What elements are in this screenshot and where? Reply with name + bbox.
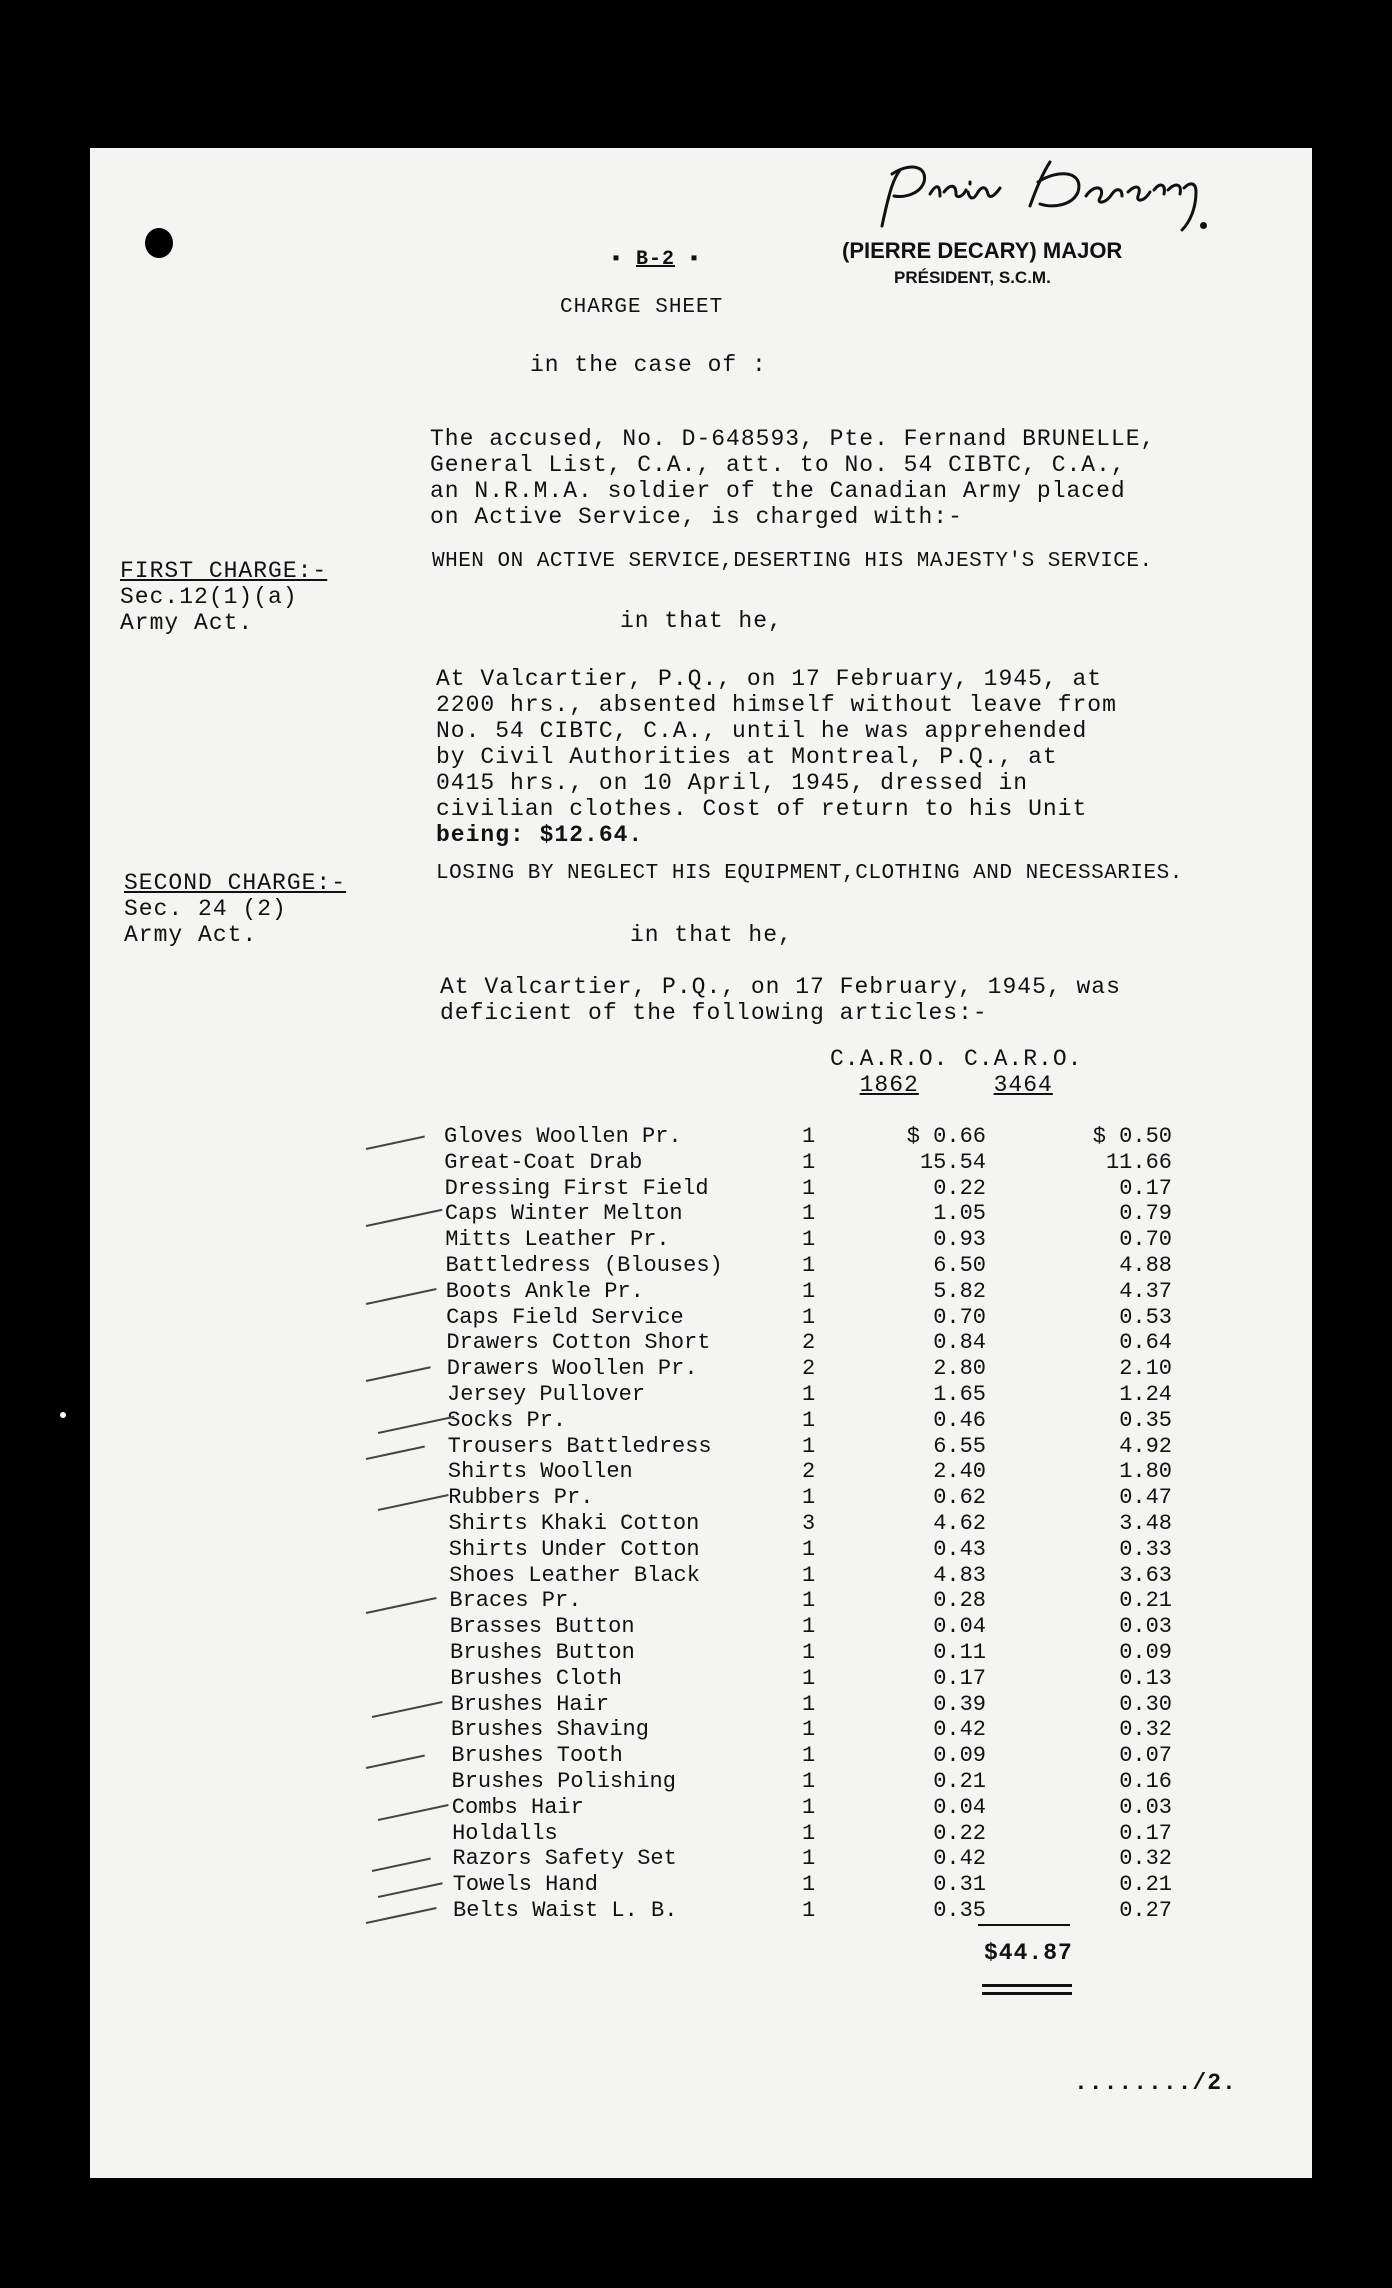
article-row <box>90 1795 1312 1821</box>
article-cost-3464: 0.35 <box>1119 1407 1172 1433</box>
column-header-1862 <box>830 1046 948 1098</box>
article-row <box>90 1201 1312 1227</box>
article-cost-1862: 0.17 <box>933 1665 986 1691</box>
article-quantity: 1 <box>802 1846 816 1872</box>
article-cost-1862: 2.80 <box>933 1356 986 1382</box>
article-quantity: 1 <box>802 1201 816 1227</box>
article-cost-3464: 1.80 <box>1119 1459 1172 1485</box>
article-row <box>90 1485 1312 1511</box>
article-cost-3464: 4.37 <box>1119 1278 1172 1304</box>
article-name: Mitts Leather Pr. <box>445 1227 670 1253</box>
article-quantity: 1 <box>802 1253 816 1278</box>
article-cost-1862: 0.42 <box>933 1717 986 1743</box>
particulars-line: by Civil Authorities at Montreal, P.Q., at <box>436 744 1058 770</box>
article-name: Jersey Pullover <box>447 1382 646 1407</box>
article-cost-1862: 15.54 <box>919 1149 986 1175</box>
article-cost-3464: 1.24 <box>1119 1382 1172 1407</box>
article-name: Brushes Polishing <box>451 1769 676 1794</box>
article-row <box>90 1459 1312 1485</box>
article-row <box>90 1769 1312 1795</box>
article-cost-1862: 2.40 <box>933 1459 986 1485</box>
article-quantity: 1 <box>802 1769 816 1794</box>
article-name: Shirts Under Cotton <box>448 1536 700 1562</box>
article-row <box>90 1563 1312 1589</box>
article-quantity: 1 <box>802 1691 816 1717</box>
article-row <box>90 1227 1312 1253</box>
article-quantity: 1 <box>802 1175 816 1201</box>
article-cost-1862: 0.35 <box>933 1898 986 1923</box>
article-quantity: 1 <box>802 1872 816 1898</box>
article-row <box>90 1305 1312 1331</box>
article-quantity: 2 <box>802 1459 816 1485</box>
article-cost-3464: 4.88 <box>1119 1253 1172 1278</box>
article-name: Belts Waist L. B. <box>453 1898 678 1923</box>
article-cost-3464: 4.92 <box>1119 1433 1172 1459</box>
second-charge-section: Sec. 24 (2) <box>124 896 287 922</box>
article-row <box>90 1150 1312 1176</box>
article-name: Great-Coat Drab <box>444 1149 643 1175</box>
ink-dot <box>1200 222 1207 229</box>
article-quantity: 1 <box>802 1382 816 1407</box>
accused-line: General List, C.A., att. to No. 54 CIBTC, C.A., <box>430 452 1126 478</box>
article-name: Shoes Leather Black <box>449 1562 700 1588</box>
article-name: Drawers Woollen Pr. <box>446 1356 698 1382</box>
article-cost-1862: 6.55 <box>933 1433 986 1459</box>
article-cost-1862: 0.04 <box>933 1614 986 1640</box>
article-cost-3464: 0.32 <box>1119 1717 1172 1743</box>
particulars-line: No. 54 CIBTC, C.A., until he was apprehended <box>436 718 1088 744</box>
total-double-rule-bottom <box>982 1992 1072 1995</box>
article-name: Caps Winter Melton <box>444 1201 683 1227</box>
article-cost-1862: 0.39 <box>933 1691 986 1717</box>
article-row <box>90 1176 1312 1202</box>
punch-hole <box>145 228 173 258</box>
article-cost-3464: 3.48 <box>1119 1511 1172 1536</box>
second-charge-act: Army Act. <box>124 922 258 948</box>
article-cost-3464: 0.70 <box>1119 1227 1172 1253</box>
column-header-top: C.A.R.O. <box>964 1046 1083 1072</box>
article-row <box>90 1330 1312 1356</box>
article-row <box>90 1382 1312 1408</box>
article-name: Caps Field Service <box>446 1304 684 1330</box>
article-cost-3464: 0.30 <box>1119 1691 1172 1717</box>
article-quantity: 1 <box>802 1433 816 1459</box>
in-case-of: in the case of : <box>530 352 767 378</box>
article-cost-1862: 0.42 <box>933 1846 986 1872</box>
article-name: Brushes Tooth <box>451 1743 623 1769</box>
article-cost-1862: 0.84 <box>933 1330 986 1356</box>
particulars-line: civilian clothes. Cost of return to his Unit <box>436 796 1088 822</box>
first-charge-act: Army Act. <box>120 610 254 636</box>
article-cost-1862: 1.65 <box>933 1382 986 1407</box>
article-quantity: 1 <box>802 1640 816 1665</box>
particulars-line: At Valcartier, P.Q., on 17 February, 1945, was <box>440 974 1121 1000</box>
subtotal-rule <box>978 1924 1070 1926</box>
article-name: Braces Pr. <box>449 1588 582 1614</box>
article-quantity: 1 <box>802 1304 816 1330</box>
article-row <box>90 1408 1312 1434</box>
first-charge-label-block <box>120 558 327 636</box>
article-name: Boots Ankle Pr. <box>445 1278 644 1304</box>
second-charge-label-block <box>124 870 346 948</box>
article-name: Combs Hair <box>451 1794 584 1820</box>
article-cost-3464: 0.33 <box>1119 1536 1172 1562</box>
article-cost-1862: 0.46 <box>933 1407 986 1433</box>
article-cost-1862: 4.83 <box>933 1562 986 1588</box>
article-row <box>90 1717 1312 1743</box>
first-charge-particulars <box>436 666 1117 848</box>
article-cost-3464: 0.53 <box>1119 1304 1172 1330</box>
article-cost-1862: 1.05 <box>933 1201 986 1227</box>
article-name: Holdalls <box>452 1820 558 1846</box>
article-row <box>90 1898 1312 1924</box>
article-row <box>90 1511 1312 1537</box>
article-name: Socks Pr. <box>447 1407 567 1433</box>
article-cost-3464: 0.13 <box>1119 1665 1172 1691</box>
article-name: Gloves Woollen Pr. <box>444 1124 682 1149</box>
article-cost-3464: 0.32 <box>1119 1846 1172 1872</box>
particulars-line: 2200 hrs., absented himself without leave from <box>436 692 1117 718</box>
first-charge-in-that: in that he, <box>620 608 783 634</box>
article-cost-3464: $ 0.50 <box>1092 1124 1172 1149</box>
article-quantity: 3 <box>802 1511 816 1536</box>
article-name: Shirts Woollen <box>447 1459 633 1485</box>
article-cost-3464: 0.07 <box>1119 1743 1172 1769</box>
article-name: Drawers Cotton Short <box>446 1330 711 1356</box>
article-quantity: 1 <box>802 1820 816 1846</box>
first-charge-label: FIRST CHARGE:- <box>120 558 328 584</box>
first-charge-section: Sec.12(1)(a) <box>120 584 298 610</box>
article-row <box>90 1279 1312 1305</box>
article-quantity: 1 <box>802 1717 816 1743</box>
second-charge-particulars <box>440 974 1121 1026</box>
article-row <box>90 1588 1312 1614</box>
article-cost-1862: $ 0.66 <box>906 1124 986 1149</box>
page-title: CHARGE SHEET <box>560 296 724 319</box>
page-marker-text: B-2 <box>636 248 676 271</box>
article-row <box>90 1743 1312 1769</box>
article-name: Brasses Button <box>449 1614 635 1640</box>
accused-line: on Active Service, is charged with:- <box>430 504 963 530</box>
article-quantity: 1 <box>802 1743 816 1769</box>
article-quantity: 1 <box>802 1536 816 1562</box>
article-cost-3464: 0.03 <box>1119 1614 1172 1640</box>
article-cost-1862: 0.09 <box>933 1743 986 1769</box>
article-quantity: 1 <box>802 1407 816 1433</box>
article-cost-1862: 0.70 <box>933 1304 986 1330</box>
article-cost-3464: 3.63 <box>1119 1562 1172 1588</box>
article-cost-3464: 0.17 <box>1119 1820 1172 1846</box>
article-name: Brushes Hair <box>450 1691 610 1717</box>
article-name: Dressing First Field <box>444 1175 709 1201</box>
total-amount: $44.87 <box>984 1940 1073 1966</box>
column-header-top: C.A.R.O. <box>830 1046 949 1072</box>
article-cost-3464: 11.66 <box>1105 1149 1172 1175</box>
article-cost-3464: 0.21 <box>1119 1588 1172 1614</box>
article-name: Battledress (Blouses) <box>445 1253 723 1278</box>
article-row <box>90 1614 1312 1640</box>
article-cost-1862: 0.21 <box>933 1769 986 1794</box>
article-row <box>90 1434 1312 1460</box>
president-name: (PIERRE DECARY) MAJOR <box>842 238 1123 263</box>
article-row <box>90 1356 1312 1382</box>
page-marker: ▪ B-2 ▪ <box>610 248 702 271</box>
article-cost-1862: 0.62 <box>933 1485 986 1511</box>
particulars-line: 0415 hrs., on 10 April, 1945, dressed in <box>436 770 1029 796</box>
second-charge-statement: LOSING BY NEGLECT HIS EQUIPMENT,CLOTHING AND NECESSARIES. <box>436 862 1183 885</box>
article-quantity: 1 <box>802 1898 816 1923</box>
article-cost-3464: 0.03 <box>1119 1794 1172 1820</box>
article-cost-3464: 0.79 <box>1119 1201 1172 1227</box>
article-row <box>90 1872 1312 1898</box>
article-quantity: 1 <box>802 1149 816 1175</box>
article-row <box>90 1821 1312 1847</box>
article-name: Trousers Battledress <box>447 1433 712 1459</box>
article-cost-1862: 0.28 <box>933 1588 986 1614</box>
article-cost-3464: 0.21 <box>1119 1872 1172 1898</box>
article-cost-1862: 0.22 <box>933 1820 986 1846</box>
article-cost-3464: 0.09 <box>1119 1640 1172 1665</box>
article-cost-3464: 0.16 <box>1119 1769 1172 1794</box>
article-row <box>90 1666 1312 1692</box>
column-header-bottom: 3464 <box>993 1072 1053 1098</box>
second-charge-in-that: in that he, <box>630 922 793 948</box>
article-cost-3464: 0.27 <box>1119 1898 1172 1923</box>
continuation-marker: ......../2. <box>1074 2070 1237 2096</box>
article-cost-3464: 2.10 <box>1119 1356 1172 1382</box>
article-cost-3464: 0.17 <box>1119 1175 1172 1201</box>
article-name: Rubbers Pr. <box>448 1485 594 1511</box>
article-name: Towels Hand <box>452 1872 598 1898</box>
article-quantity: 1 <box>802 1588 816 1614</box>
particulars-line: At Valcartier, P.Q., on 17 February, 1945, at <box>436 666 1103 692</box>
article-quantity: 1 <box>802 1485 816 1511</box>
first-charge-statement: WHEN ON ACTIVE SERVICE,DESERTING HIS MAJESTY'S SERVICE. <box>432 550 1153 573</box>
article-cost-1862: 6.50 <box>933 1253 986 1278</box>
article-cost-1862: 0.22 <box>933 1175 986 1201</box>
article-name: Shirts Khaki Cotton <box>448 1511 700 1536</box>
article-cost-3464: 0.64 <box>1119 1330 1172 1356</box>
accused-line: an N.R.M.A. soldier of the Canadian Army placed <box>430 478 1126 504</box>
article-name: Razors Safety Set <box>452 1846 677 1872</box>
article-cost-1862: 5.82 <box>933 1278 986 1304</box>
document-page <box>90 148 1312 2178</box>
article-name: Brushes Shaving <box>450 1717 649 1743</box>
article-name: Brushes Cloth <box>450 1665 622 1691</box>
article-cost-1862: 0.93 <box>933 1227 986 1253</box>
article-row <box>90 1124 1312 1150</box>
article-quantity: 1 <box>802 1124 816 1149</box>
accused-line: The accused, No. D-648593, Pte. Fernand BRUNELLE, <box>430 426 1156 452</box>
article-cost-1862: 0.31 <box>933 1872 986 1898</box>
article-quantity: 2 <box>802 1356 816 1382</box>
article-cost-1862: 0.43 <box>933 1536 986 1562</box>
president-title: PRÉSIDENT, S.C.M. <box>894 268 1051 287</box>
article-quantity: 1 <box>802 1665 816 1691</box>
article-cost-1862: 4.62 <box>933 1511 986 1536</box>
article-quantity: 1 <box>802 1227 816 1253</box>
article-quantity: 1 <box>802 1794 816 1820</box>
column-header-bottom: 1862 <box>859 1072 919 1098</box>
total-double-rule-top <box>982 1984 1072 1987</box>
margin-speck <box>60 1412 66 1418</box>
article-quantity: 1 <box>802 1562 816 1588</box>
article-row <box>90 1640 1312 1666</box>
article-row <box>90 1253 1312 1279</box>
article-cost-3464: 0.47 <box>1119 1485 1172 1511</box>
second-charge-label: SECOND CHARGE:- <box>124 870 347 896</box>
column-header-3464 <box>964 1046 1082 1098</box>
article-quantity: 1 <box>802 1614 816 1640</box>
article-row <box>90 1537 1312 1563</box>
particulars-line: being: $12.64. <box>436 822 644 848</box>
article-row <box>90 1692 1312 1718</box>
accused-paragraph <box>430 426 1155 530</box>
article-cost-1862: 0.04 <box>933 1794 986 1820</box>
particulars-line: deficient of the following articles:- <box>440 1000 988 1026</box>
article-name: Brushes Button <box>450 1640 635 1665</box>
article-quantity: 2 <box>802 1330 816 1356</box>
article-quantity: 1 <box>802 1278 816 1304</box>
article-cost-1862: 0.11 <box>933 1640 986 1665</box>
article-row <box>90 1846 1312 1872</box>
